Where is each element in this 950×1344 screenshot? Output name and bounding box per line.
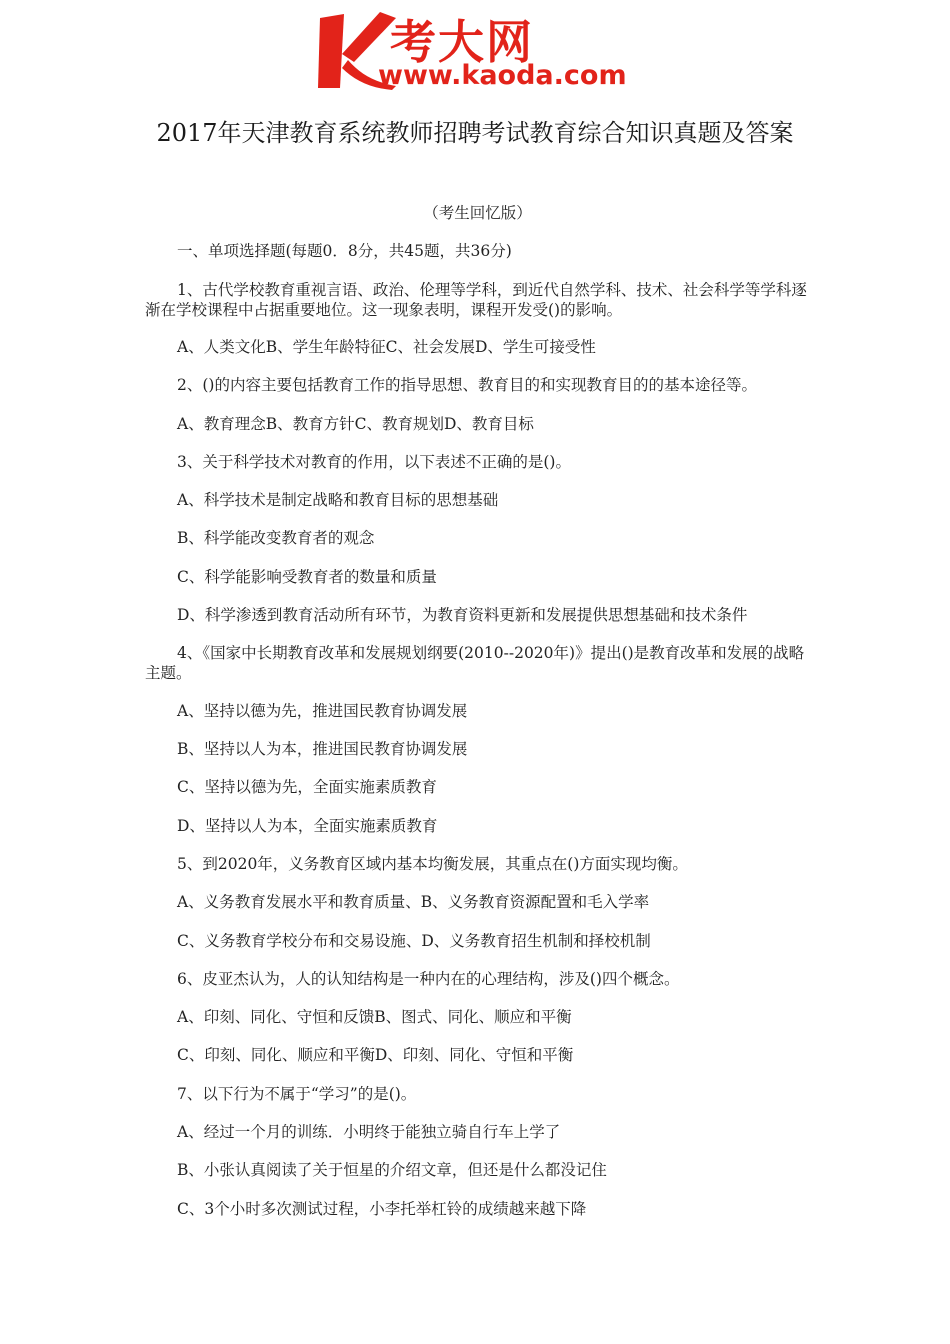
q6-options-cd: C、印刻、同化、顺应和平衡D、印刻、同化、守恒和平衡 <box>177 1046 574 1064</box>
logo-url-text: www.kaoda.com <box>378 60 627 91</box>
q7-option-c: C、3个小时多次测试过程，小李托举杠铃的成绩越来越下降 <box>177 1200 587 1218</box>
kaoda-logo <box>318 10 648 95</box>
q3-option-c: C、科学能影响受教育者的数量和质量 <box>177 568 437 586</box>
question-5: 5、到2020年，义务教育区域内基本均衡发展，其重点在()方面实现均衡。 <box>177 855 688 873</box>
question-2: 2、()的内容主要包括教育工作的指导思想、教育目的和实现教育目的的基本途径等。 <box>177 376 757 394</box>
question-3: 3、关于科学技术对教育的作用，以下表述不正确的是()。 <box>177 453 571 471</box>
q4-option-d: D、坚持以人为本，全面实施素质教育 <box>177 817 438 835</box>
q5-options-ab: A、义务教育发展水平和教育质量、B、义务教育资源配置和毛入学率 <box>177 893 650 911</box>
q5-options-cd: C、义务教育学校分布和交易设施、D、义务教育招生机制和择校机制 <box>177 932 651 950</box>
logo-brand-text: 考大网 <box>390 15 534 69</box>
page-title: 2017年天津教育系统教师招聘考试教育综合知识真题及答案 <box>156 119 794 147</box>
q2-options: A、教育理念B、教育方针C、教育规划D、教育目标 <box>177 415 534 433</box>
q3-option-b: B、科学能改变教育者的观念 <box>177 529 375 547</box>
question-6: 6、皮亚杰认为，人的认知结构是一种内在的心理结构，涉及()四个概念。 <box>177 970 680 988</box>
subtitle: （考生回忆版） <box>423 204 532 222</box>
question-7: 7、以下行为不属于“学习”的是()。 <box>177 1085 417 1103</box>
q1-options: A、人类文化B、学生年龄特征C、社会发展D、学生可接受性 <box>177 338 596 356</box>
q4-option-b: B、坚持以人为本，推进国民教育协调发展 <box>177 740 468 758</box>
q4-option-c: C、坚持以德为先，全面实施素质教育 <box>177 778 437 796</box>
q3-option-a: A、科学技术是制定战略和教育目标的思想基础 <box>177 491 499 509</box>
section-heading: 一、单项选择题(每题0．8分，共45题，共36分) <box>177 242 512 260</box>
q3-option-d: D、科学渗透到教育活动所有环节，为教育资料更新和发展提供思想基础和技术条件 <box>177 606 748 624</box>
question-1: 1、古代学校教育重视言语、政治、伦理等学科，到近代自然学科、技术、社会科学等学科逐渐在学校课程中占据重要地位。这一现象表明，课程开发受()的影响。 <box>145 281 807 319</box>
q7-option-a: A、经过一个月的训练．小明终于能独立骑自行车上学了 <box>177 1123 561 1141</box>
q4-option-a: A、坚持以德为先，推进国民教育协调发展 <box>177 702 468 720</box>
q6-options-ab: A、印刻、同化、守恒和反馈B、图式、同化、顺应和平衡 <box>177 1008 572 1026</box>
q7-option-b: B、小张认真阅读了关于恒星的介绍文章，但还是什么都没记住 <box>177 1161 607 1179</box>
question-4: 4、《国家中长期教育改革和发展规划纲要(2010--2020年)》提出()是教育改革和发展的战略主题。 <box>145 644 805 682</box>
